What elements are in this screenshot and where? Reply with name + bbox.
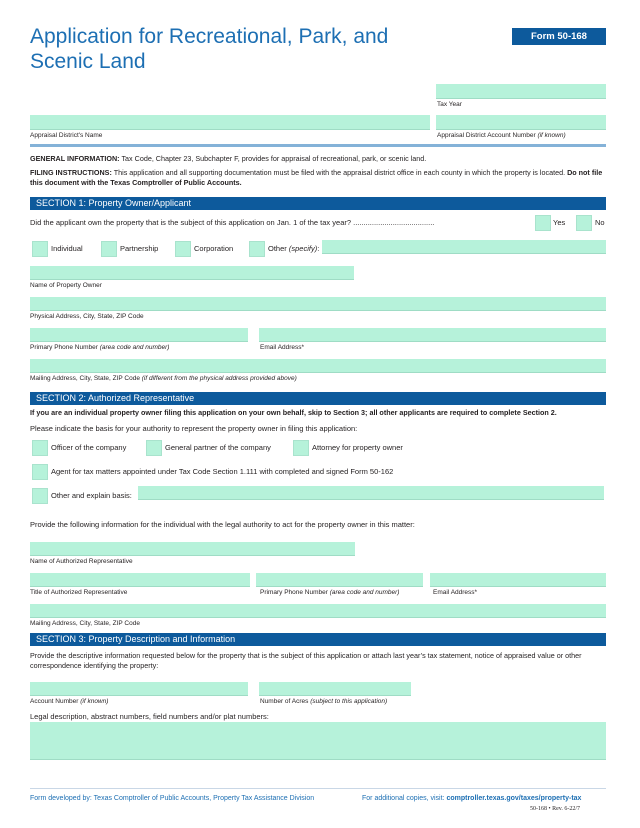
owner-email-label: Email Address* [260, 344, 305, 351]
attorney-checkbox[interactable] [293, 440, 309, 456]
owner-name-label: Name of Property Owner [30, 282, 102, 289]
physical-address-label: Physical Address, City, State, ZIP Code [30, 313, 144, 320]
owner-email-field[interactable] [259, 328, 606, 342]
title-line-1: Application for Recreational, Park, and [30, 25, 389, 48]
owner-name-field[interactable] [30, 266, 354, 280]
rep-mailing-label: Mailing Address, City, State, ZIP Code [30, 620, 140, 627]
footer-revision: 50-168 • Rev. 6-22/7 [530, 806, 581, 812]
rep-title-label: Title of Authorized Representative [30, 589, 128, 596]
district-account-field[interactable] [436, 115, 606, 130]
acres-field[interactable] [259, 682, 411, 696]
yes-checkbox[interactable] [535, 215, 551, 231]
rep-email-field[interactable] [430, 573, 606, 587]
rep-email-label: Email Address* [433, 589, 478, 596]
rep-mailing-field[interactable] [30, 604, 606, 618]
section-3-heading: SECTION 3: Property Description and Information [30, 633, 606, 646]
no-checkbox[interactable] [576, 215, 592, 231]
footer-url[interactable]: comptroller.texas.gov/taxes/property-tax [446, 795, 582, 802]
section-3-instruction: Provide the descriptive information requested below for the property that is the subject of this application or attach last year’s tax statement, notice of appraised value or other correspondence identifying the property: [30, 651, 582, 670]
agent-checkbox[interactable] [32, 464, 48, 480]
tax-year-label: Tax Year [437, 101, 462, 108]
general-partner-checkbox[interactable] [146, 440, 162, 456]
other-basis-checkbox[interactable] [32, 488, 48, 504]
rep-phone-field[interactable] [256, 573, 423, 587]
rep-title-field[interactable] [30, 573, 250, 587]
physical-address-field[interactable] [30, 297, 606, 311]
footer-copies: For additional copies, visit: comptroller.texas.gov/taxes/property-tax [362, 795, 582, 802]
partnership-label: Partnership [120, 244, 159, 253]
section-2-heading: SECTION 2: Authorized Representative [30, 392, 606, 405]
agent-label: Agent for tax matters appointed under Tax Code Section 1.111 with completed and signed Form 50-162 [51, 467, 394, 476]
filing-instructions: FILING INSTRUCTIONS: This application and all supporting documentation must be filed with the appraisal district office in each county in which the property is located. Do not file this document with the Texas Comptroller of Public Accounts. [30, 168, 603, 187]
district-account-label: Appraisal District Account Number (if known) [437, 132, 566, 139]
owner-phone-label: Primary Phone Number (area code and number) [30, 344, 170, 351]
district-name-field[interactable] [30, 115, 430, 130]
general-partner-label: General partner of the company [165, 443, 271, 452]
other-basis-field[interactable] [138, 486, 604, 500]
property-account-field[interactable] [30, 682, 248, 696]
other-checkbox[interactable] [249, 241, 265, 257]
corporation-checkbox[interactable] [175, 241, 191, 257]
individual-checkbox[interactable] [32, 241, 48, 257]
general-information: GENERAL INFORMATION: Tax Code, Chapter 23, Subchapter F, provides for appraisal of recreational, park, or scenic land. [30, 154, 427, 163]
district-name-label: Appraisal District's Name [30, 132, 103, 139]
title-line-2: Scenic Land [30, 50, 146, 73]
officer-label: Officer of the company [51, 443, 127, 452]
legal-description-label: Legal description, abstract numbers, field numbers and/or plat numbers: [30, 712, 269, 721]
tax-year-field[interactable] [436, 84, 606, 99]
no-label: No [595, 218, 605, 227]
partnership-checkbox[interactable] [101, 241, 117, 257]
other-specify-field[interactable] [322, 240, 606, 254]
form-title [30, 24, 450, 74]
section-2-skip-instruction: If you are an individual property owner filing this application on your own behalf, skip to Section 3; all other applicants are required to complete Section 2. [30, 408, 557, 417]
footer-developer: Form developed by: Texas Comptroller of Public Accounts, Property Tax Assistance Division [30, 795, 315, 802]
other-label: Other (specify): [268, 244, 320, 253]
section-1-heading: SECTION 1: Property Owner/Applicant [30, 197, 606, 210]
rep-phone-label: Primary Phone Number (area code and number) [260, 589, 400, 596]
officer-checkbox[interactable] [32, 440, 48, 456]
representative-info-instruction: Provide the following information for the individual with the legal authority to act for the property owner in this matter: [30, 520, 415, 529]
header-divider [30, 144, 606, 147]
rep-name-label: Name of Authorized Representative [30, 558, 133, 565]
owner-phone-field[interactable] [30, 328, 248, 342]
owner-mailing-field[interactable] [30, 359, 606, 373]
acres-label: Number of Acres (subject to this application) [260, 698, 388, 705]
section-2-basis-instruction: Please indicate the basis for your authority to represent the property owner in filing this application: [30, 424, 358, 433]
individual-label: Individual [51, 244, 83, 253]
property-account-label: Account Number (if known) [30, 698, 109, 705]
attorney-label: Attorney for property owner [312, 443, 403, 452]
ownership-question: Did the applicant own the property that is the subject of this application on Jan. 1 of the tax year? ....................................... [30, 218, 435, 227]
corporation-label: Corporation [194, 244, 234, 253]
footer-divider [30, 788, 606, 789]
owner-mailing-label: Mailing Address, City, State, ZIP Code (if different from the physical address provided above) [30, 375, 297, 382]
form-number-badge: Form 50-168 [512, 28, 606, 45]
legal-description-field[interactable] [30, 722, 606, 760]
other-basis-label: Other and explain basis: [51, 491, 132, 500]
yes-label: Yes [553, 218, 566, 227]
rep-name-field[interactable] [30, 542, 355, 556]
